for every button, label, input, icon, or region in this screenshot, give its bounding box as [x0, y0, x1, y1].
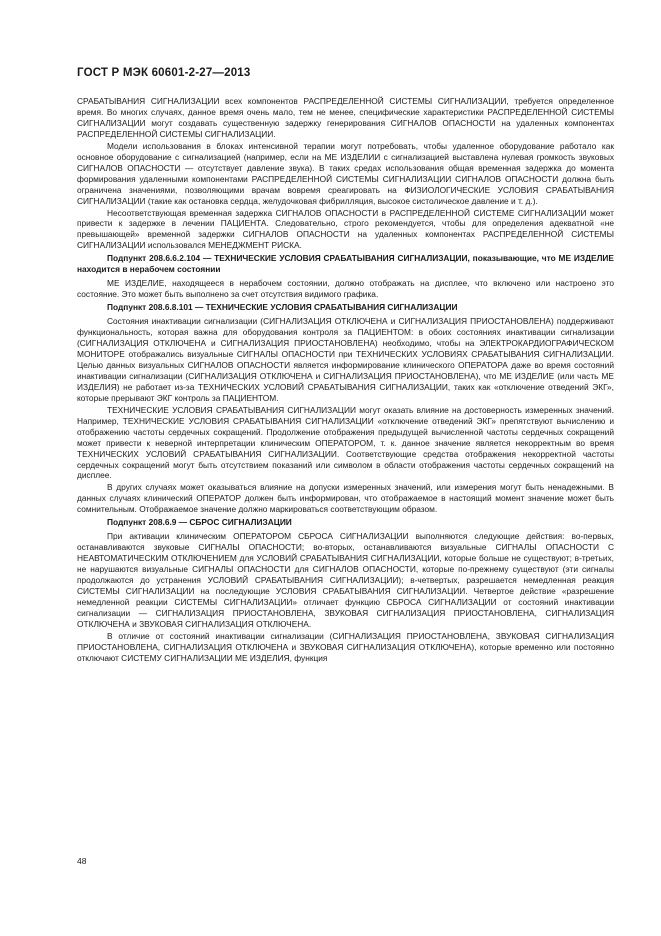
document-body	[77, 96, 614, 665]
paragraph-4: МЕ ИЗДЕЛИЕ, находящееся в нерабочем состоянии, должно отображать на дисплее, что включено или настроено это состояние. Это может быть выполнено за счет отсутствия видимого графика.	[77, 278, 614, 300]
paragraph-1: СРАБАТЫВАНИЯ СИГНАЛИЗАЦИИ всех компонентов РАСПРЕДЕЛЕННОЙ СИСТЕМЫ СИГНАЛИЗАЦИИ, требуется определенное время. Во многих случаях, данное время очень мало, тем не менее, специфические характеристики РАСПРЕДЕЛЕННОЙ СИСТЕМЫ СИГНАЛИЗАЦИИ могут создавать существенную задержку генерирования СИГНАЛОВ ОПАСНОСТИ на удаленных компонентах РАСПРЕДЕЛЕННОЙ СИСТЕМЫ СИГНАЛИЗАЦИИ.	[77, 96, 614, 139]
document-header: ГОСТ Р МЭК 60601-2-27—2013	[77, 67, 251, 79]
paragraph-9: В отличие от состояний инактивации сигнализации (СИГНАЛИЗАЦИЯ ПРИОСТАНОВЛЕНА, ЗВУКОВАЯ СИГНАЛИЗАЦИЯ ПРИОСТАНОВЛЕНА, СИГНАЛИЗАЦИЯ ОТКЛЮЧЕНА и ЗВУКОВАЯ СИГНАЛИЗАЦИЯ ОТКЛЮЧЕНА), которые временно или постоянно отключают СИСТЕМУ СИГНАЛИЗАЦИИ МЕ ИЗДЕЛИЯ, функция	[77, 630, 614, 663]
subclause-heading-208-6-8-101: Подпункт 208.6.8.101 — ТЕХНИЧЕСКИЕ УСЛОВИЯ СРАБАТЫВАНИЯ СИГНАЛИЗАЦИИ	[107, 302, 458, 313]
paragraph-7: В других случаях может оказываться влияние на допуски измеренных значений, или измерения могут быть ненадежными. В данных случаях клинический ОПЕРАТОР должен быть информирован, что отображаемое в настоящий момент значение может быть сомнительным. Отображаемое значение должно маркироваться соответствующим образом.	[77, 482, 614, 515]
page-number: 48	[77, 856, 87, 866]
paragraph-8: При активации клиническим ОПЕРАТОРОМ СБРОСА СИГНАЛИЗАЦИИ выполняются следующие действия: во-первых, останавливаются звуковые СИГНАЛЫ ОПАСНОСТИ; во-вторых, останавливаются визуальные СИГНАЛЫ ОПАСНОСТИ С НЕАВТОМАТИЧЕСКИМ ОТКЛЮЧЕНИЕМ для УСЛОВИЙ СРАБАТЫВАНИЯ СИГНАЛИЗАЦИИ, которые больше не существуют; в-третьих, не нарушаются визуальные СИГНАЛЫ ОПАСНОСТИ для СИГНАЛОВ ОПАСНОСТИ, которые по-прежнему существуют (эти сигналы продолжаются до устранения УСЛОВИЙ СРАБАТЫВАНИЯ СИГНАЛИЗАЦИИ); в-четвертых, разрешается немедленная реакция СИСТЕМЫ СИГНАЛИЗАЦИИ на последующие УСЛОВИЯ СРАБАТЫВАНИЯ СИГНАЛИЗАЦИИ. Четвертое действие «разрешение немедленной реакции СИСТЕМЫ СИГНАЛИЗАЦИИ» отличает функцию СБРОСА СИГНАЛИЗАЦИИ от состояний инактивации сигнализации — СИГНАЛИЗАЦИЯ ПРИОСТАНОВЛЕНА, ЗВУКОВАЯ СИГНАЛИЗАЦИЯ ПРИОСТАНОВЛЕНА, СИГНАЛИЗАЦИЯ ОТКЛЮЧЕНА и ЗВУКОВАЯ СИГНАЛИЗАЦИЯ ОТКЛЮЧЕНА.	[77, 531, 614, 629]
paragraph-6: ТЕХНИЧЕСКИЕ УСЛОВИЯ СРАБАТЫВАНИЯ СИГНАЛИЗАЦИИ могут оказать влияние на достоверность измеренных значений. Например, ТЕХНИЧЕСКИЕ УСЛОВИЯ СРАБАТЫВАНИЯ СИГНАЛИЗАЦИИ «отключение отведений ЭКГ» препятствуют вычислению и отображению частоты сердечных сокращений. Продолжение отображения предыдущей вычисленной частоты сердечных сокращений может привести к неверной интерпретации клиническим ОПЕРАТОРОМ, т. к. данное значение является некорректным во время ТЕХНИЧЕСКИХ УСЛОВИЙ СРАБАТЫВАНИЯ СИГНАЛИЗАЦИИ. Соответствующие средства отображения некорректной частоты сердечных сокращений могут быть отсутствием показаний или символом в области отображения частоты сердечных сокращений на дисплее.	[77, 404, 614, 481]
paragraph-2: Модели использования в блоках интенсивной терапии могут потребовать, чтобы удаленное оборудование работало как основное оборудование с сигнализацией (например, если на МЕ ИЗДЕЛИИ с сигнализацией выставлена нулевая громкость звуковых СИГНАЛОВ ОПАСНОСТИ — отсутствует давление звука). В таких средах использования общая временная задержка до момента формирования удаленными компонентами РАСПРЕДЕЛЕННОЙ СИСТЕМЫ СИГНАЛИЗАЦИИ СИГНАЛОВ ОПАСНОСТИ должна быть ограничена значениями, позволяющими врачам вовремя среагировать на ФИЗИОЛОГИЧЕСКИЕ УСЛОВИЯ СРАБАТЫВАНИЯ СИГНАЛИЗАЦИИ (такие как остановка сердца, желудочковая фибрилляция, высокое систолическое давление и т. д.).	[77, 140, 614, 206]
subclause-heading-208-6-9: Подпункт 208.6.9 — СБРОС СИГНАЛИЗАЦИИ	[107, 517, 292, 528]
paragraph-5: Состояния инактивации сигнализации (СИГНАЛИЗАЦИЯ ОТКЛЮЧЕНА и СИГНАЛИЗАЦИЯ ПРИОСТАНОВЛЕНА) поддерживают функциональность, которая важна для оборудования контроля за ПАЦИЕНТОМ: в обоих состояниях инактивации сигнализации (СИГНАЛИЗАЦИЯ ОТКЛЮЧЕНА и СИГНАЛИЗАЦИЯ ПРИОСТАНОВЛЕНА) необходимо, чтобы на ЭЛЕКТРОКАРДИОГРАФИЧЕСКОМ МОНИТОРЕ отображались визуальные СИГНАЛЫ ОПАСНОСТИ при ТЕХНИЧЕСКИХ УСЛОВИЯХ СРАБАТЫВАНИЯ СИГНАЛИЗАЦИИ. Целью данных визуальных СИГНАЛОВ ОПАСНОСТИ является информирование клинического ОПЕРАТОРА даже во время состояний инактивации сигнализации (СИГНАЛИЗАЦИЯ ОТКЛЮЧЕНА и СИГНАЛИЗАЦИЯ ПРИОСТАНОВЛЕНА), что МЕ ИЗДЕЛИЕ (или часть МЕ ИЗДЕЛИЯ) не работает из-за ТЕХНИЧЕСКИХ УСЛОВИЙ СРАБАТЫВАНИЯ СИГНАЛИЗАЦИИ, таких как «отключение отведений ЭКГ», которые прерывают ЭКГ контроль за ПАЦИЕНТОМ.	[77, 316, 614, 403]
subclause-heading-208-6-6-2-104: Подпункт 208.6.6.2.104 — ТЕХНИЧЕСКИЕ УСЛОВИЯ СРАБАТЫВАНИЯ СИГНАЛИЗАЦИИ, показывающие, что МЕ ИЗДЕЛИЕ находится в нерабочем состоянии	[77, 253, 614, 275]
paragraph-3: Несоответствующая временная задержка СИГНАЛОВ ОПАСНОСТИ в РАСПРЕДЕЛЕННОЙ СИСТЕМЕ СИГНАЛИЗАЦИИ может привести к задержке в лечении ПАЦИЕНТА. Следовательно, строго рекомендуется, чтобы для определения адекватной «не превышающей» временной задержки СИГНАЛОВ ОПАСНОСТИ на удаленных компонентах РАСПРЕДЕЛЕННОЙ СИСТЕМЫ СИГНАЛИЗАЦИИ использовался МЕНЕДЖМЕНТ РИСКА.	[77, 207, 614, 251]
